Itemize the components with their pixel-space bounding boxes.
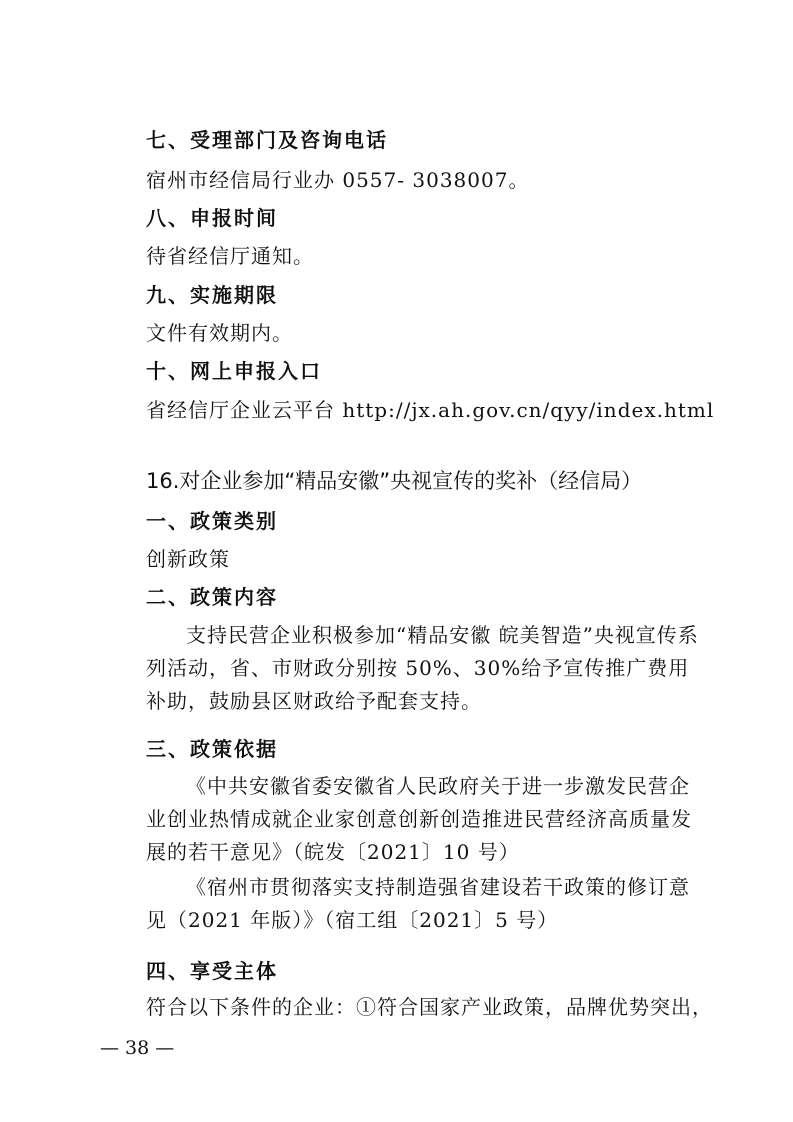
section-text-10: 省经信厅企业云平台 http://jx.ah.gov.cn/qyy/index.html (146, 398, 715, 422)
policy-text-2: 支持民营企业积极参加“精品安徽 皖美智造”央视宣传系列活动，省、市财政分别按 50%、30%给予宣传推广费用补助，鼓励县区财政给予配套支持。 (146, 623, 699, 713)
section-text-8: 待省经信厅通知。 (146, 244, 314, 268)
section-text-9: 文件有效期内。 (146, 321, 293, 345)
policy-body-3 (146, 770, 702, 937)
page-number: — 38 — (100, 1037, 175, 1059)
policy-body-2 (146, 619, 702, 718)
policy-heading-1: 一、政策类别 (146, 509, 278, 533)
section-heading-8: 八、申报时间 (146, 206, 278, 230)
section-text-7: 宿州市经信局行业办 0557- 3038007。 (146, 168, 530, 192)
policy-title: 16.对企业参加“精品安徽”央视宣传的奖补（经信局） (146, 469, 643, 493)
policy-heading-3: 三、政策依据 (146, 737, 278, 761)
policy-text-4: 符合以下条件的企业：①符合国家产业政策，品牌优势突出， (146, 995, 713, 1019)
policy-text-1: 创新政策 (146, 547, 230, 571)
policy-heading-4: 四、享受主体 (146, 959, 278, 983)
section-heading-10: 十、网上申报入口 (146, 359, 322, 383)
policy-heading-2: 二、政策内容 (146, 585, 278, 609)
section-heading-9: 九、实施期限 (146, 283, 278, 307)
section-heading-7: 七、受理部门及咨询电话 (146, 128, 388, 152)
policy-text-3a: 《中共安徽省委安徽省人民政府关于进一步激发民营企业创业热情成就企业家创意创新创造推进民营经济高质量发展的若干意见》（皖发〔2021〕10 号） (146, 774, 692, 864)
policy-text-3b: 《宿州市贯彻落实支持制造强省建设若干政策的修订意见（2021 年版）》（宿工组〔2021〕5 号） (146, 875, 690, 932)
